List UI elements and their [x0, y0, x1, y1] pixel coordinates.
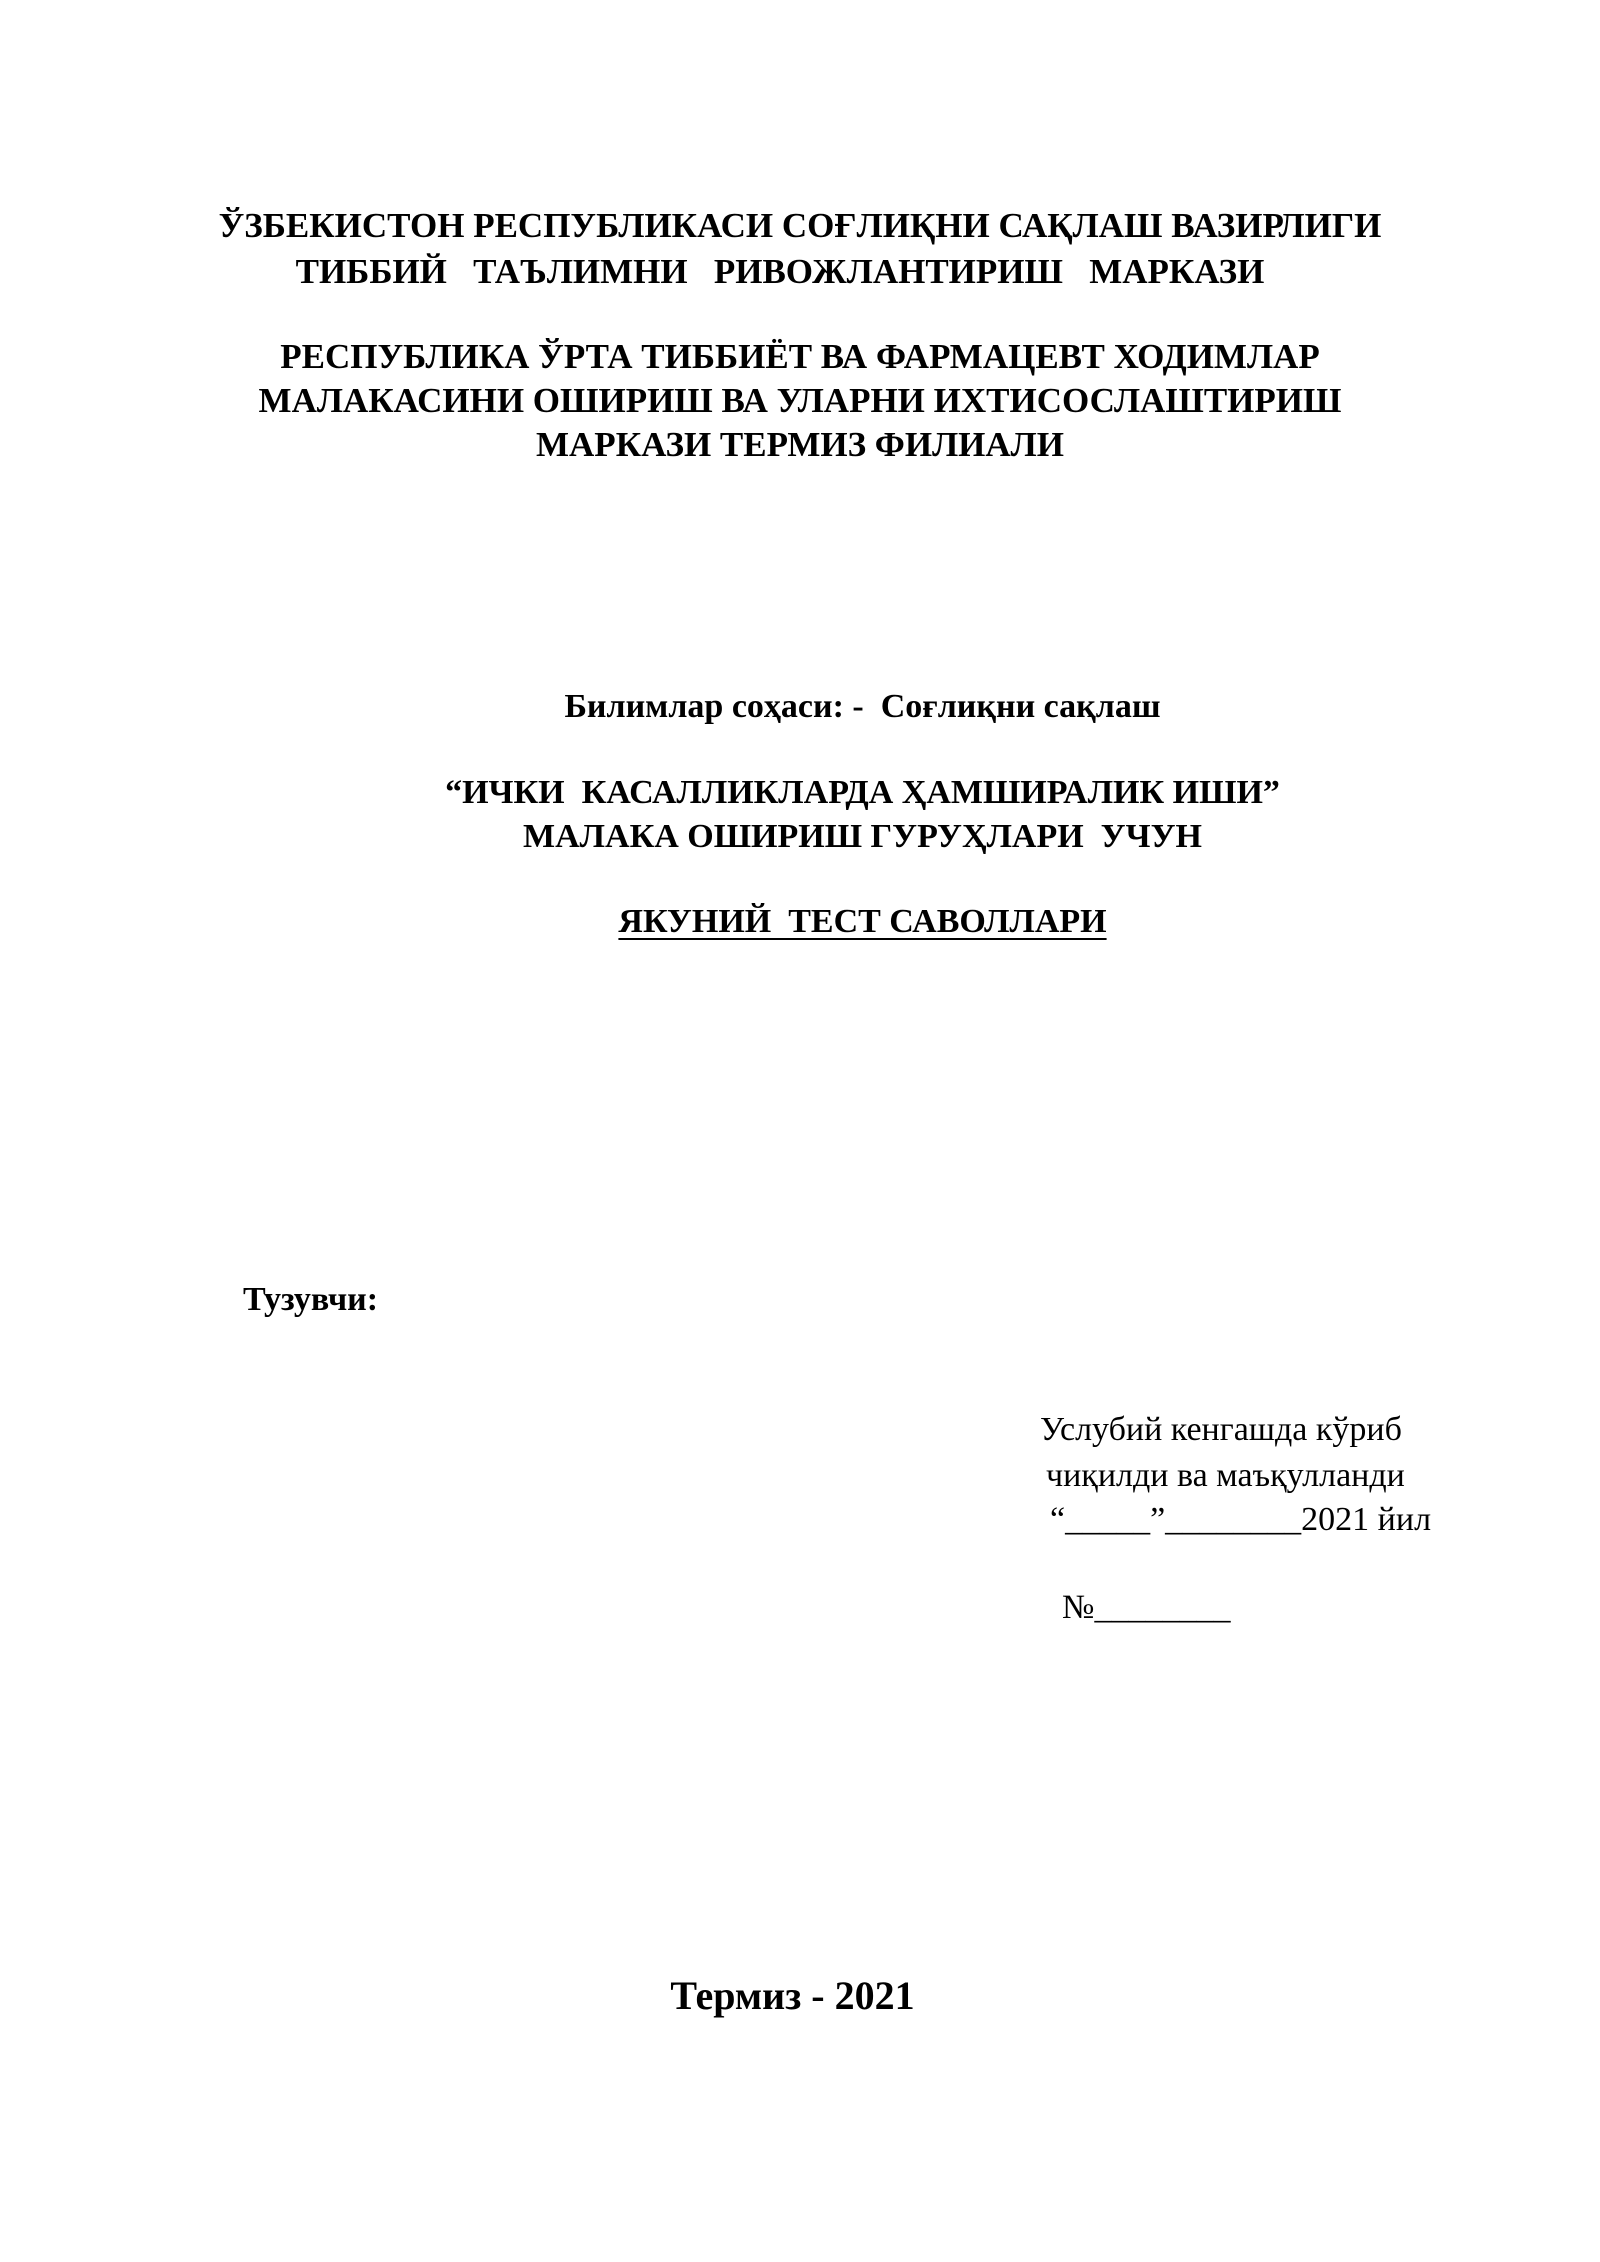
- course-title-line1: “ИЧКИ КАСАЛЛИКЛАРДА ҲАМШИРАЛИК ИШИ”: [445, 774, 1280, 811]
- ministry-title-line1: ЎЗБЕКИСТОН РЕСПУБЛИКАСИ СОҒЛИҚНИ САҚЛАШ ВАЗИРЛИГИ: [218, 206, 1382, 245]
- approval-number: №________: [1062, 1589, 1231, 1626]
- approval-line2: чиқилди ва маъқулланди: [1046, 1457, 1405, 1494]
- branch-title-line1: РЕСПУБЛИКА ЎРТА ТИББИЁТ ВА ФАРМАЦЕВТ ХОДИМЛАР: [280, 337, 1320, 376]
- branch-title-line2: МАЛАКАСИНИ ОШИРИШ ВА УЛАРНИ ИХТИСОСЛАШТИРИШ: [258, 381, 1342, 420]
- author-label: Тузувчи:: [243, 1281, 379, 1318]
- place-and-year: Термиз - 2021: [670, 1973, 915, 2018]
- knowledge-field: Билимлар соҳаси: - Соғлиқни сақлаш: [564, 688, 1161, 725]
- course-title-line2: МАЛАКА ОШИРИШ ГУРУҲЛАРИ УЧУН: [523, 818, 1202, 855]
- branch-title-line3: МАРКАЗИ ТЕРМИЗ ФИЛИАЛИ: [536, 425, 1064, 464]
- approval-line1: Услубий кенгашда кўриб: [1040, 1411, 1402, 1448]
- document-title: ЯКУНИЙ ТЕСТ САВОЛЛАРИ: [618, 903, 1107, 940]
- ministry-title-line2: ТИББИЙ ТАЪЛИМНИ РИВОЖЛАНТИРИШ МАРКАЗИ: [295, 252, 1265, 291]
- approval-date-line: “_____”________2021 йил: [1050, 1501, 1432, 1538]
